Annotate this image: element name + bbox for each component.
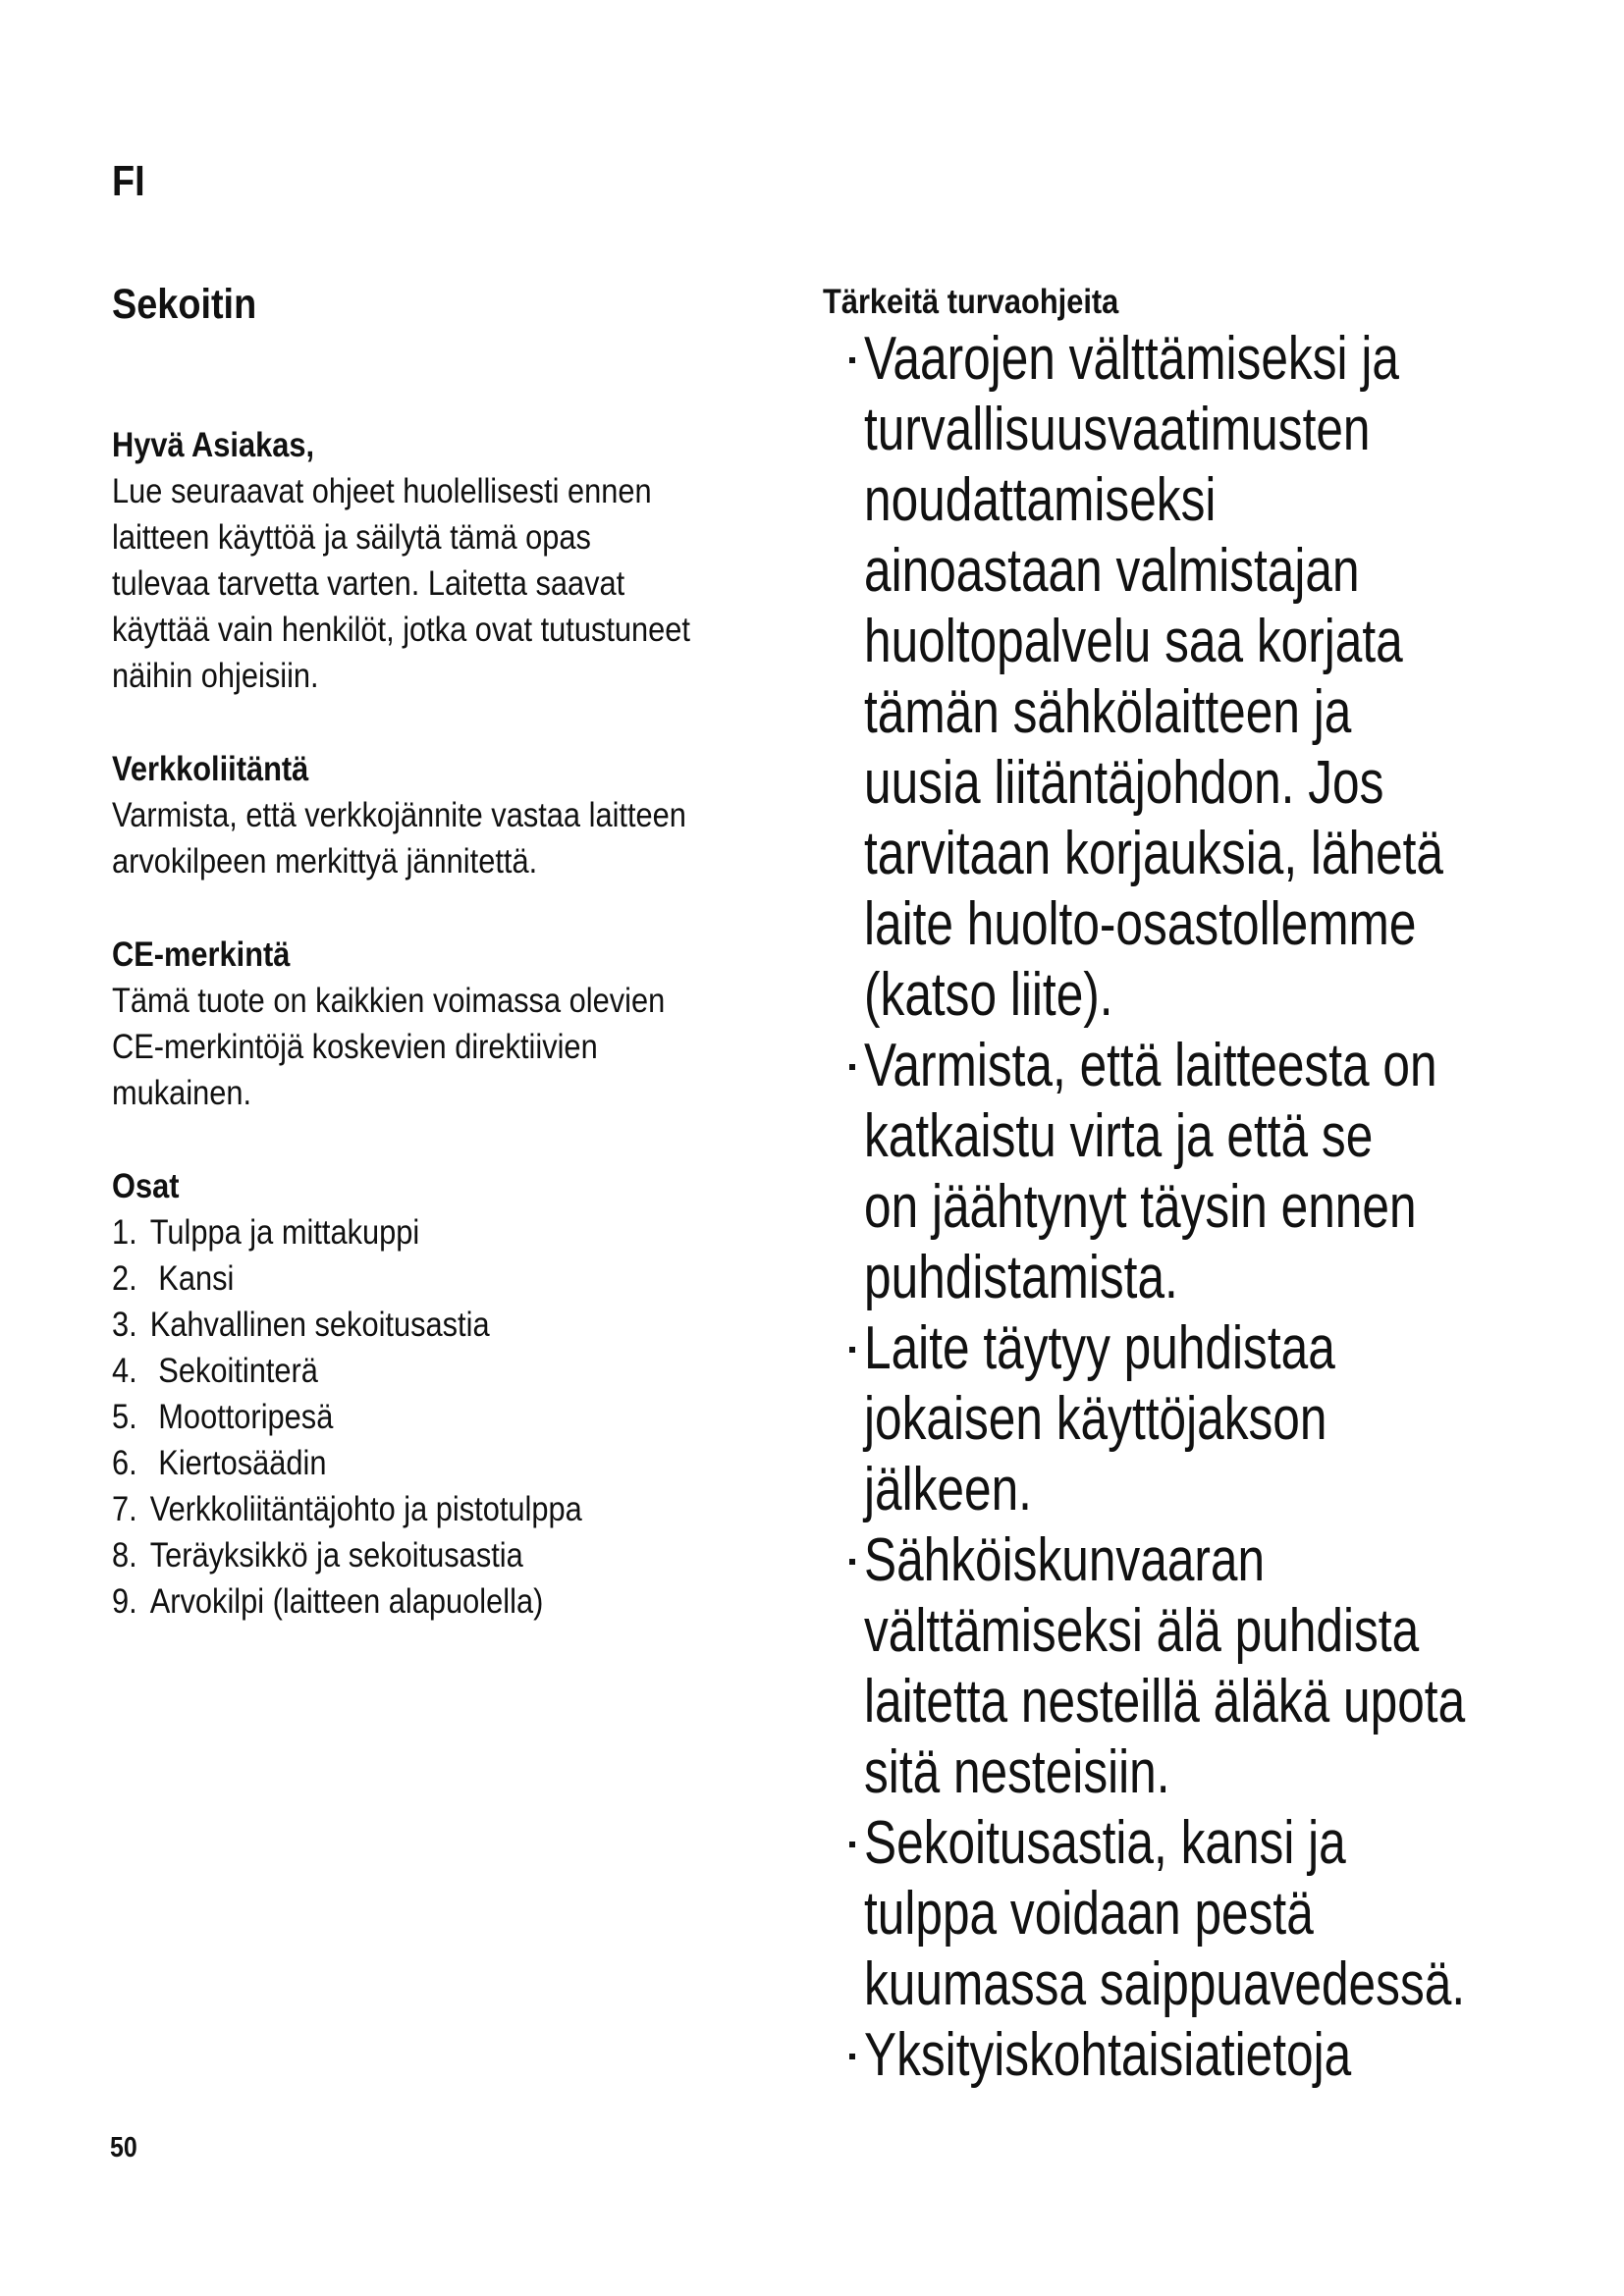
parts-list-item — [112, 1440, 769, 1486]
power-text: Varmista, että verkkojännite vastaa laitteen arvokilpeen merkittyä jännitettä. — [112, 796, 686, 881]
part-label: Kahvallinen sekoitusastia — [149, 1306, 490, 1344]
safety-list-item — [850, 1031, 1616, 1313]
ce-section — [112, 932, 858, 1116]
part-label: Arvokilpi (laitteen alapuolella) — [149, 1582, 544, 1621]
bullet-icon — [849, 1842, 855, 1847]
bullet-icon — [849, 2054, 855, 2059]
part-label: Tulppa ja mittakuppi — [149, 1213, 420, 1252]
part-label: Moottoripesä — [149, 1398, 334, 1436]
parts-list-item — [112, 1394, 769, 1440]
part-number: 2. — [112, 1259, 137, 1298]
parts-section — [112, 1163, 858, 1625]
part-number: 8. — [112, 1536, 137, 1575]
part-number: 5. — [112, 1398, 137, 1436]
safety-list-item — [850, 2020, 1616, 2091]
ce-heading: CE-merkintä — [112, 935, 291, 974]
parts-heading: Osat — [112, 1167, 180, 1205]
parts-list-item — [112, 1532, 769, 1578]
part-number: 4. — [112, 1352, 137, 1390]
part-number: 1. — [112, 1213, 137, 1252]
safety-heading: Tärkeitä turvaohjeita — [823, 283, 1119, 321]
part-number: 3. — [112, 1306, 137, 1344]
bullet-icon — [849, 1559, 855, 1565]
safety-item-text: Sekoitusastia, kansi ja tulppa voidaan pestä kuumassa saippuavedessä. — [864, 1809, 1466, 2018]
part-label: Kansi — [149, 1259, 235, 1298]
bullet-icon — [849, 357, 855, 363]
document-title: Sekoitin — [112, 281, 257, 328]
safety-list-item — [850, 324, 1616, 1031]
bullet-icon — [849, 1064, 855, 1070]
part-number: 7. — [112, 1490, 137, 1528]
safety-item-text: Vaarojen välttämiseksi ja turvallisuusvaatimusten noudattamiseksi ainoastaan valmistajan huoltopalvelu saa korjata tämän sähkölaitteen ja uusia liitäntäjohdon. Jos tarvitaan korjauksia, lähetä laite huolto-osastollemme (katso liite). — [864, 325, 1444, 1029]
greeting-section — [112, 422, 858, 699]
safety-item-text: Varmista, että laitteesta on katkaistu virta ja että se on jäähtynyt täysin ennen puhdistamista. — [864, 1032, 1437, 1311]
part-label: Kiertosäädin — [149, 1444, 327, 1482]
part-label: Sekoitinterä — [149, 1352, 318, 1390]
part-label: Teräyksikkö ja sekoitusastia — [149, 1536, 523, 1575]
safety-list-item — [850, 1808, 1616, 2020]
safety-item-text: Laite täytyy puhdistaa jokaisen käyttöjakson jälkeen. — [864, 1314, 1335, 1523]
language-code: FI — [112, 157, 145, 205]
parts-list-item — [112, 1578, 769, 1625]
safety-list-item — [850, 1313, 1616, 1525]
parts-list-item — [112, 1348, 769, 1394]
power-heading: Verkkoliitäntä — [112, 750, 309, 788]
safety-list-item — [850, 1525, 1616, 1808]
safety-item-text: Sähköiskunvaaran välttämiseksi älä puhdista laitetta nesteillä äläkä upota sitä nesteisiin. — [864, 1526, 1466, 1806]
parts-list — [112, 1209, 769, 1625]
left-column — [112, 422, 858, 1672]
part-number: 9. — [112, 1582, 137, 1621]
part-label: Verkkoliitäntäjohto ja pistotulppa — [149, 1490, 582, 1528]
part-number: 6. — [112, 1444, 137, 1482]
parts-list-item — [112, 1255, 769, 1302]
bullet-icon — [849, 1347, 855, 1353]
ce-text: Tämä tuote on kaikkien voimassa olevien CE-merkintöjä koskevien direktiivien mukainen. — [112, 982, 666, 1112]
page-number: 50 — [110, 2132, 137, 2163]
parts-list-item — [112, 1486, 769, 1532]
greeting-heading: Hyvä Asiakas, — [112, 426, 315, 464]
safety-item-text: Yksityiskohtaisiatietoja — [864, 2021, 1352, 2089]
parts-list-item — [112, 1302, 769, 1348]
power-section — [112, 746, 858, 884]
parts-list-item — [112, 1209, 769, 1255]
greeting-text: Lue seuraavat ohjeet huolellisesti ennen laitteen käyttöä ja säilytä tämä opas tulevaa tarvetta varten. Laitetta saavat käyttää vain henkilöt, jotka ovat tutustuneet näihin ohjeisiin. — [112, 472, 690, 695]
safety-list — [850, 324, 1616, 2091]
